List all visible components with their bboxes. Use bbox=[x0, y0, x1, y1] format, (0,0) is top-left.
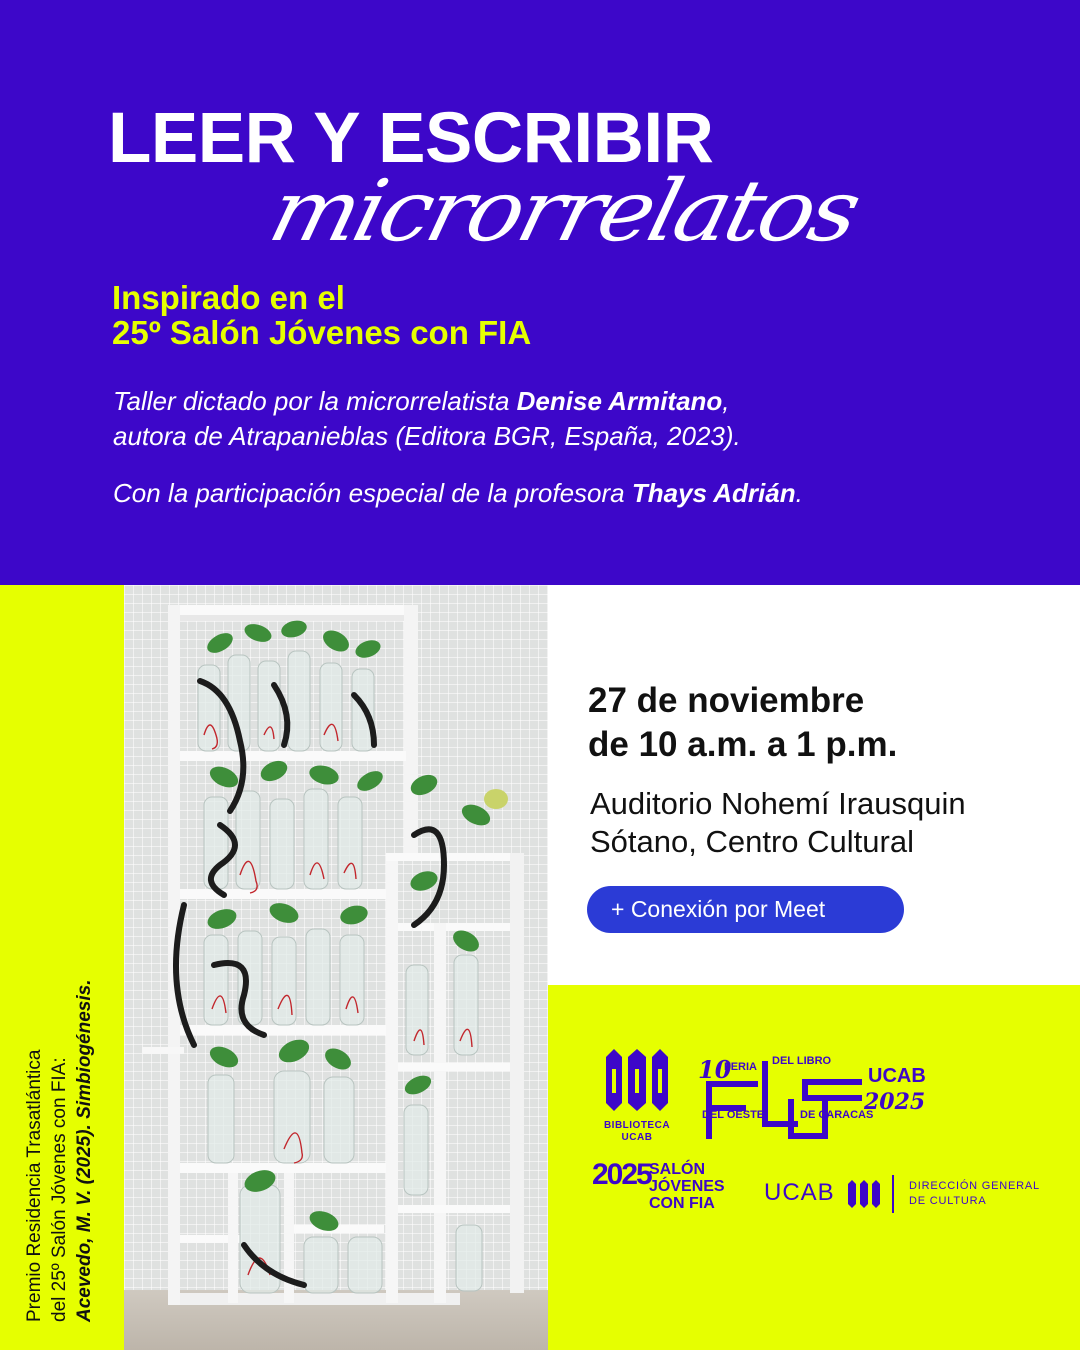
feria-year: 2025 bbox=[864, 1089, 926, 1115]
salon-jovenes-logo bbox=[592, 1158, 742, 1219]
venue-name: Auditorio Nohemí Irausquin bbox=[590, 786, 966, 821]
artwork-photo bbox=[124, 585, 548, 1350]
biblioteca-line-2: UCAB bbox=[621, 1132, 653, 1143]
ucab-bottles-icon bbox=[846, 1179, 886, 1209]
salon-number: 2025 bbox=[592, 1158, 651, 1191]
credit-citation: Acevedo, M. V. (2025). Simbiogénesis. bbox=[74, 979, 95, 1322]
logo-divider bbox=[892, 1175, 894, 1213]
direccion-cultura bbox=[909, 1179, 1040, 1209]
ucab-cultura-logo bbox=[764, 1175, 1054, 1215]
credit-line-3 bbox=[72, 862, 97, 1322]
direccion-line-1: DIRECCIÓN GENERAL bbox=[909, 1180, 1040, 1192]
sponsor-logos bbox=[548, 985, 1080, 1350]
biblioteca-line-1: BIBLIOTECA bbox=[603, 1120, 671, 1131]
inspired-line-1: Inspirado en el bbox=[112, 279, 345, 316]
professor-name: Thays Adrián bbox=[631, 478, 796, 508]
event-date: 27 de noviembre bbox=[588, 681, 865, 720]
participation-period: . bbox=[795, 478, 803, 508]
salon-line-1: SALÓN bbox=[649, 1161, 705, 1178]
description-comma: , bbox=[722, 386, 730, 416]
feria-del-libro: DEL LIBRO bbox=[772, 1055, 832, 1067]
event-info bbox=[548, 585, 1080, 985]
artwork-credit bbox=[22, 862, 97, 1322]
event-datetime bbox=[588, 679, 897, 767]
participation-prefix: Con la participación especial de la profesora bbox=[113, 478, 632, 508]
feria-libro-logo bbox=[696, 1055, 928, 1143]
description-line-2: autora de Atrapanieblas (Editora BGR, España, 2023). bbox=[113, 421, 741, 451]
inspired-line-2: 25º Salón Jóvenes con FIA bbox=[112, 314, 532, 351]
description-prefix: Taller dictado por la microrrelatista bbox=[113, 386, 517, 416]
event-time: de 10 a.m. a 1 p.m. bbox=[588, 725, 898, 764]
biblioteca-label bbox=[600, 1120, 674, 1144]
participation-note bbox=[113, 476, 803, 511]
direccion-line-2: DE CULTURA bbox=[909, 1195, 987, 1207]
inspired-by bbox=[112, 280, 531, 350]
feria-word: FERIA bbox=[724, 1061, 757, 1073]
header-section bbox=[0, 0, 1080, 585]
credit-line-1: Premio Residencia Trasatlántica bbox=[24, 1049, 45, 1322]
salon-text bbox=[649, 1161, 725, 1212]
credit-line-2: del 25º Salón Jóvenes con FIA: bbox=[49, 1057, 70, 1322]
venue-detail: Sótano, Centro Cultural bbox=[590, 824, 914, 859]
description-line-1 bbox=[113, 384, 741, 419]
biblioteca-bottles-icon bbox=[602, 1047, 672, 1111]
salon-line-2: JÓVENES bbox=[649, 1178, 725, 1195]
page-title: LEER Y ESCRIBIR bbox=[108, 99, 714, 178]
feria-de-caracas: DE CARACAS bbox=[800, 1109, 874, 1121]
ucab-wordmark: UCAB bbox=[764, 1179, 835, 1206]
salon-line-3: CON FIA bbox=[649, 1195, 715, 1212]
script-subtitle: microrrelatos bbox=[260, 162, 867, 261]
meet-connection-button[interactable]: + Conexión por Meet bbox=[587, 886, 904, 933]
instructor-name: Denise Armitano bbox=[516, 386, 723, 416]
feria-ucab: UCAB bbox=[868, 1065, 926, 1087]
workshop-description bbox=[113, 384, 741, 454]
shelf-illustration bbox=[124, 585, 548, 1350]
biblioteca-ucab-logo bbox=[600, 1047, 674, 1144]
event-venue bbox=[590, 785, 966, 861]
feria-del-oeste: DEL OESTE bbox=[702, 1109, 765, 1121]
feria-number: 10 bbox=[698, 1055, 732, 1084]
